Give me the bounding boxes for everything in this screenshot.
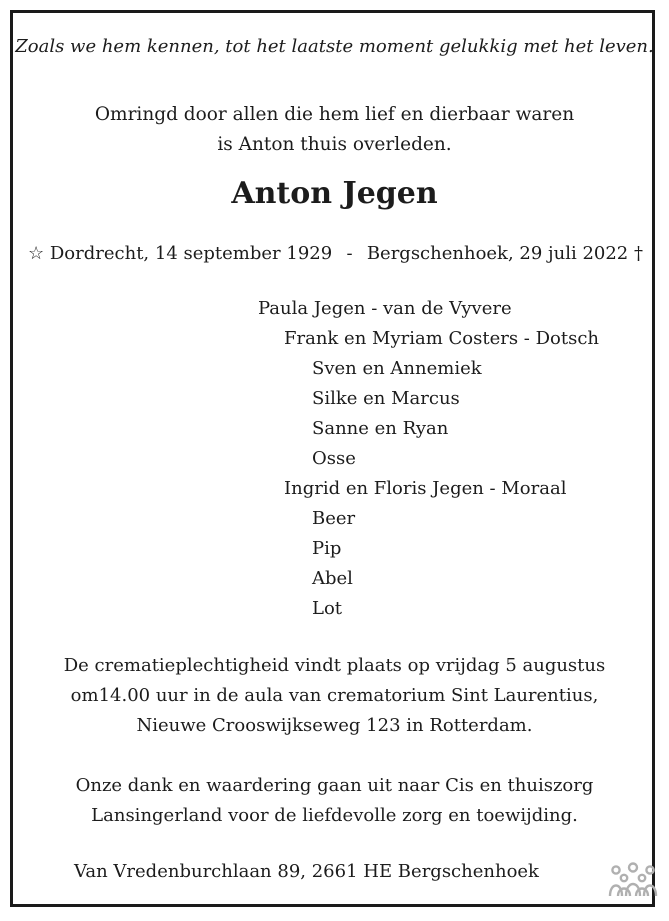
deceased-name: Anton Jegen (231, 176, 438, 211)
date-separator: - (346, 243, 353, 264)
birth-text: Dordrecht, 14 september 1929 (49, 243, 333, 264)
ceremony-info (0, 651, 669, 741)
family-member: Ingrid en Floris Jegen - Moraal (284, 478, 567, 499)
family-member: Sven en Annemiek (312, 358, 482, 379)
family-member: Frank en Myriam Costers - Dotsch (284, 328, 600, 349)
address: Van Vredenburchlaan 89, 2661 HE Bergschenhoek (74, 861, 539, 882)
life-dates (28, 243, 643, 264)
thanks-line: Onze dank en waardering gaan uit naar Cis en thuiszorg (75, 775, 594, 796)
thanks-text (0, 771, 669, 831)
intro-text (0, 100, 669, 160)
thanks-line: Lansingerland voor de liefdevolle zorg en toewijding. (91, 805, 578, 826)
family-member: Pip (312, 538, 342, 559)
ceremony-line: Nieuwe Crooswijkseweg 123 in Rotterdam. (136, 715, 533, 736)
ceremony-line: De crematieplechtigheid vindt plaats op vrijdag 5 augustus (63, 655, 606, 676)
people-group-icon (607, 862, 659, 898)
birth-info (28, 243, 332, 264)
ceremony-line: om14.00 uur in de aula van crematorium Sint Laurentius, (70, 685, 599, 706)
death-info (367, 243, 643, 264)
motto: Zoals we hem kennen, tot het laatste moment gelukkig met het leven. (15, 36, 654, 57)
intro-line-1: Omringd door allen die hem lief en dierbaar waren (94, 104, 575, 125)
family-member: Abel (312, 568, 353, 589)
family-list (258, 294, 599, 624)
intro-line-2: is Anton thuis overleden. (217, 134, 452, 155)
cross-icon: † (634, 243, 643, 264)
family-member: Osse (312, 448, 356, 469)
family-member: Sanne en Ryan (312, 418, 449, 439)
family-member: Silke en Marcus (312, 388, 460, 409)
star-icon: ☆ (28, 243, 45, 264)
family-member: Lot (312, 598, 343, 619)
family-member: Beer (312, 508, 356, 529)
family-member: Paula Jegen - van de Vyvere (258, 298, 512, 319)
death-text: Bergschenhoek, 29 juli 2022 (366, 243, 629, 264)
